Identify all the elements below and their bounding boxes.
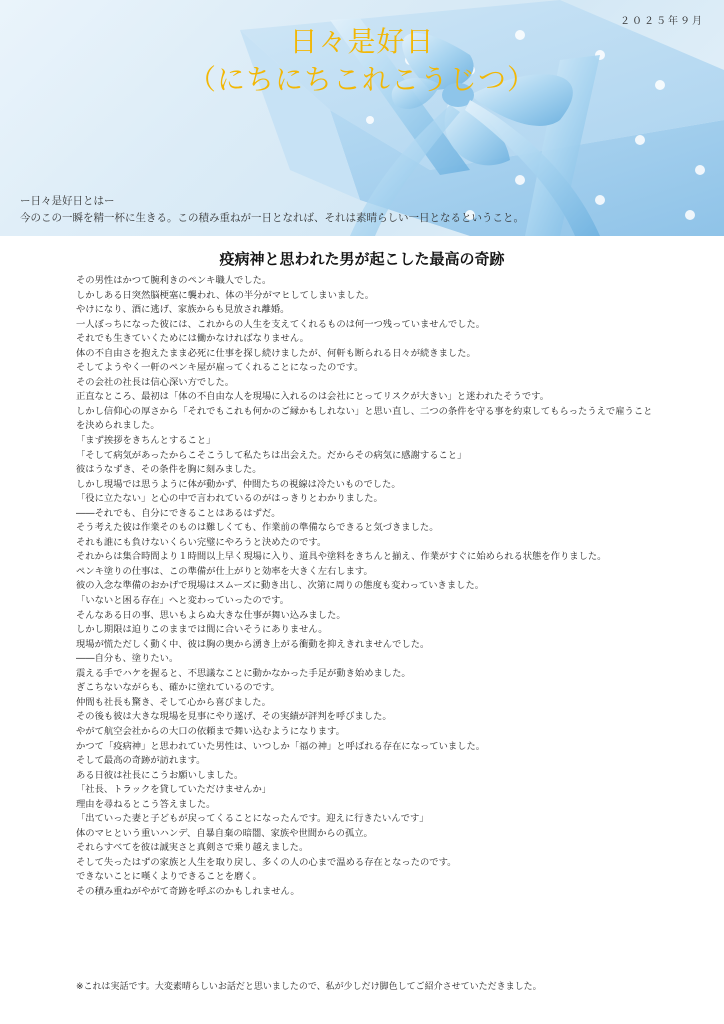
article-paragraph: その後も彼は大きな現場を見事にやり遂げ、その実績が評判を呼びました。 <box>76 711 392 723</box>
article-paragraph: ぎこちないながらも、確かに塗れているのです。 <box>76 682 280 694</box>
article-paragraph: 彼はうなずき、その条件を胸に刻みました。 <box>76 464 262 476</box>
article-paragraph: 「社長、トラックを貸していただけませんか」 <box>76 784 272 796</box>
article-paragraph: それも誰にも負けないくらい完璧にやろうと決めたのです。 <box>76 536 327 548</box>
article-paragraph: 「役に立たない」と心の中で言われているのがはっきりとわかりました。 <box>76 493 383 505</box>
article-paragraph: そして失ったはずの家族と人生を取り戻し、多くの人の心まで温める存在となったのです。 <box>76 856 457 868</box>
intro-text: 今のこの一瞬を精一杯に生きる。この積み重ねが一日となれば、それは素晴らしい一日となるということ。 <box>20 212 524 224</box>
article-paragraph: しかし期限は迫りこのままでは間に合いそうにありません。 <box>76 624 328 636</box>
article-paragraph: 体の不自由さを抱えたまま必死に仕事を探し続けましたが、何軒も断られる日々が続きました。 <box>76 347 476 359</box>
article-paragraph: その積み重ねがやがて奇跡を呼ぶのかもしれません。 <box>76 885 300 897</box>
article-paragraph: やけになり、酒に逃げ、家族からも見放され離婚。 <box>76 304 290 316</box>
article-paragraph: 「そして病気があったからこそこうして私たちは出会えた。だからその病気に感謝すること」 <box>76 449 467 461</box>
article-paragraph: しかし現場では思うように体が動かず、仲間たちの視線は冷たいものでした。 <box>76 478 401 490</box>
article-paragraph: そう考えた彼は作業そのものは難しくても、作業前の準備ならできると気づきました。 <box>76 522 439 534</box>
article-paragraph: ペンキ塗りの仕事は、この準備が仕上がりと効率を大きく左右します。 <box>76 565 373 577</box>
article-paragraph: 一人ぼっちになった彼には、これからの人生を支えてくれるものは何一つ残っていませんでした。 <box>76 318 486 330</box>
intro-block <box>20 193 524 227</box>
article-paragraph: それでも生きていくためには働かなければなりません。 <box>76 333 309 345</box>
article-paragraph: 仲間も社長も驚き、そして心から喜びました。 <box>76 696 271 708</box>
article-title: 疫病神と思われた男が起こした最高の奇跡 <box>219 250 505 268</box>
page-title <box>0 24 724 98</box>
article-paragraph: 体のマヒという重いハンデ、自暴自棄の暗闇、家族や世間からの孤立。 <box>76 827 373 839</box>
article-paragraph: そして最高の奇跡が訪れます。 <box>76 755 206 767</box>
article-paragraph: できないことに嘆くよりできることを磨く。 <box>76 871 262 883</box>
article-paragraph: その会社の社長は信心深い方でした。 <box>76 376 235 388</box>
article-paragraph: そんなある日の事、思いもよらぬ大きな仕事が舞い込みました。 <box>76 609 346 621</box>
article-paragraph: 現場が慌ただしく動く中、彼は胸の奥から湧き上がる衝動を抑えきれませんでした。 <box>76 638 430 650</box>
issue-date: ２０２５年９月 <box>620 16 704 27</box>
article-paragraph: ある日彼は社長にこうお願いしました。 <box>76 769 244 781</box>
article-paragraph: それからは集合時間より１時間以上早く現場に入り、道具や塗料をきちんと揃え、作業がすぐに始められる状態を作りました。 <box>76 551 607 563</box>
title-line-1: 日々是好日 <box>289 25 435 58</box>
article-body <box>76 274 660 900</box>
intro-heading: ー日々是好日とはー <box>20 195 115 207</box>
article-paragraph: その男性はかつて腕利きのペンキ職人でした。 <box>76 275 272 286</box>
article-paragraph: 震える手でハケを握ると、不思議なことに動かなかった手足が動き始めました。 <box>76 667 411 679</box>
header-banner <box>0 0 724 236</box>
article-paragraph: 「いないと困る存在」へと変わっていったのです。 <box>76 595 289 607</box>
article-paragraph: そしてようやく一軒のペンキ屋が雇ってくれることになったのです。 <box>76 362 364 374</box>
article-paragraph: 彼の入念な準備のおかげで現場はスムーズに動き出し、次第に周りの態度も変わっていきました。 <box>76 580 485 592</box>
title-line-2: （にちにちこれこうじつ） <box>187 63 536 96</box>
article-paragraph: 正直なところ、最初は「体の不自由な人を現場に入れるのは会社にとってリスクが大きい」と迷われたそうです。 <box>76 391 550 403</box>
article-paragraph: 「まず挨拶をきちんとすること」 <box>76 435 216 447</box>
article-paragraph: しかし信仰心の厚さから「それでもこれも何かのご縁かもしれない」と思い直し、二つの条件を守る事を約束してもらったうえで雇うことを決められました。 <box>76 405 653 432</box>
article-paragraph: 理由を尋ねるとこう答えました。 <box>76 798 216 810</box>
article-paragraph: それらすべてを彼は誠実さと真剣さで乗り越えました。 <box>76 842 309 854</box>
article-paragraph: しかしある日突然脳梗塞に襲われ、体の半分がマヒしてしまいました。 <box>76 289 375 301</box>
article-paragraph: やがて航空会社からの大口の依頼まで舞い込むようになります。 <box>76 725 345 737</box>
article-note: ※これは実話です。大変素晴らしいお話だと思いましたので、私が少しだけ脚色してご紹介させていただきました。 <box>76 982 542 992</box>
article-paragraph: ――自分も、塗りたい。 <box>76 653 179 665</box>
article-paragraph: ――それでも、自分にできることはあるはずだ。 <box>76 507 281 519</box>
article-paragraph: 「出ていった妻と子どもが戻ってくることになったんです。迎えに行きたいんです」 <box>76 813 429 825</box>
article-paragraph: かつて「疫病神」と思われていた男性は、いつしか「福の神」と呼ばれる存在になっていました。 <box>76 740 486 752</box>
